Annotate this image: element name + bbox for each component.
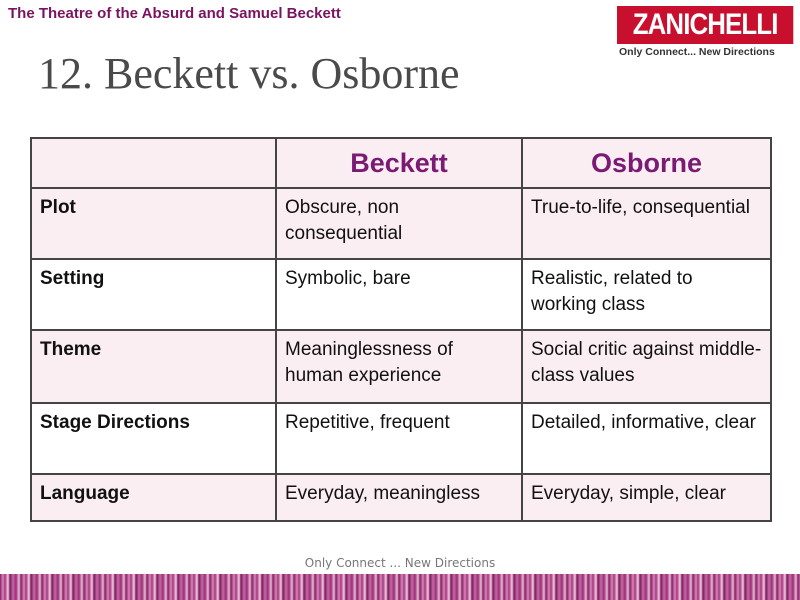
table-row [31, 259, 771, 330]
column-header-beckett: Beckett [276, 138, 522, 188]
table-row [31, 188, 771, 259]
beckett-cell: Symbolic, bare [276, 259, 522, 330]
table-row [31, 403, 771, 474]
table-row [31, 474, 771, 521]
osborne-cell: Detailed, informative, clear [522, 403, 771, 474]
column-header-osborne: Osborne [522, 138, 771, 188]
row-label: Theme [31, 330, 276, 403]
decorative-bottom-bar [0, 574, 800, 600]
row-label: Setting [31, 259, 276, 330]
osborne-cell: Realistic, related to working class [522, 259, 771, 330]
publisher-logo [617, 6, 793, 58]
footer-text: Only Connect ... New Directions [304, 556, 496, 570]
osborne-cell: Everyday, simple, clear [522, 474, 771, 521]
row-label: Stage Directions [31, 403, 276, 474]
table-row [31, 330, 771, 403]
beckett-cell: Meaninglessness of human experience [276, 330, 522, 403]
osborne-cell: True-to-life, consequential [522, 188, 771, 259]
row-label: Language [31, 474, 276, 521]
table-header-row [31, 138, 771, 188]
column-header-empty [31, 138, 276, 188]
slide-title: 12. Beckett vs. Osborne [38, 49, 460, 98]
osborne-cell: Social critic against middle-class values [522, 330, 771, 403]
beckett-cell: Obscure, non consequential [276, 188, 522, 259]
beckett-cell: Everyday, meaningless [276, 474, 522, 521]
section-title: The Theatre of the Absurd and Samuel Beckett [8, 5, 341, 22]
beckett-cell: Repetitive, frequent [276, 403, 522, 474]
comparison-table [30, 137, 772, 522]
logo-wordmark: ZANICHELLI [617, 6, 793, 44]
logo-tagline: Only Connect... New Directions [619, 46, 775, 58]
row-label: Plot [31, 188, 276, 259]
